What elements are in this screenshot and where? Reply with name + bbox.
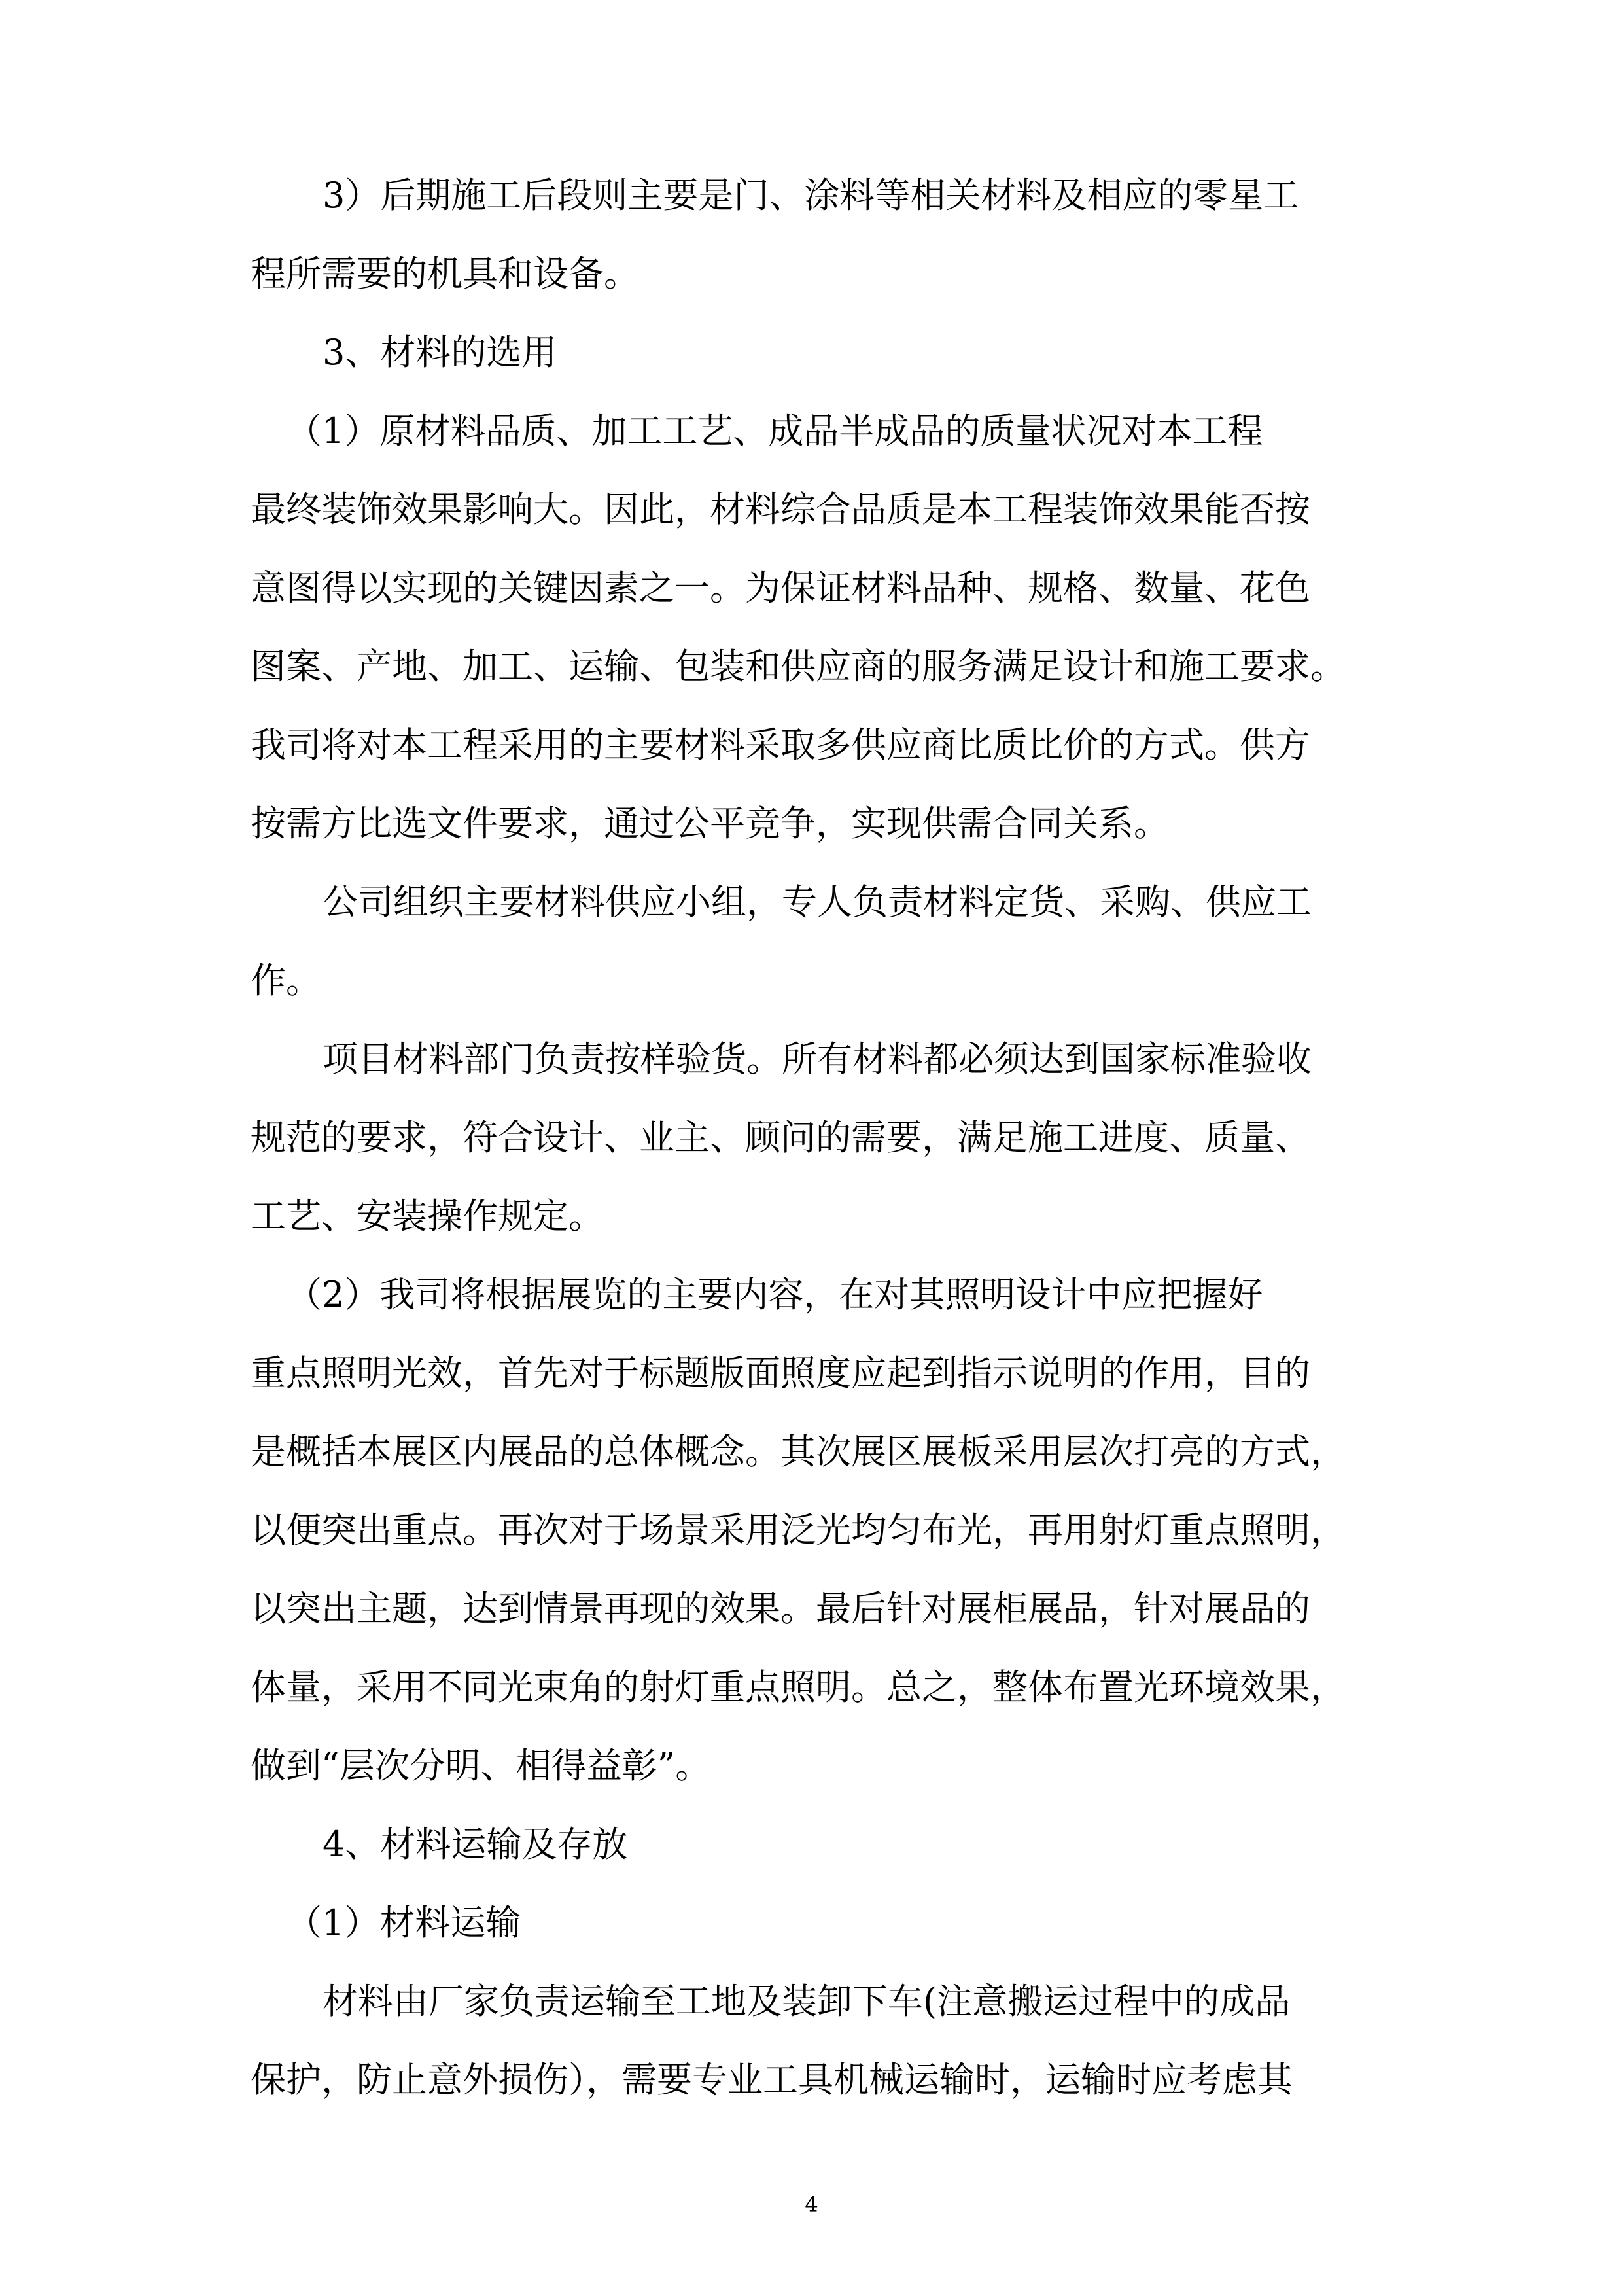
document-body <box>251 175 1390 2138</box>
paragraph-line: 我司将对本工程采用的主要材料采取多供应商比质比价的方式。供方 <box>251 724 1310 766</box>
paragraph-line: （2）我司将根据展览的主要内容，在对其照明设计中应把握好 <box>287 1274 1263 1315</box>
section-heading: 3、材料的选用 <box>323 332 557 373</box>
paragraph-line: 意图得以实现的关键因素之一。为保证材料品种、规格、数量、花色 <box>251 567 1310 609</box>
paragraph-line: 保护，防止意外损伤），需要专业工具机械运输时，运输时应考虑其 <box>251 2059 1293 2100</box>
subsection-heading: （1）材料运输 <box>287 1902 521 1943</box>
paragraph-line: 重点照明光效，首先对于标题版面照度应起到指示说明的作用，目的 <box>251 1352 1310 1394</box>
paragraph-line: （1）原材料品质、加工工艺、成品半成品的质量状况对本工程 <box>287 410 1263 451</box>
paragraph-line: 以突出主题，达到情景再现的效果。最后针对展柜展品，针对展品的 <box>251 1588 1310 1629</box>
paragraph-line: 公司组织主要材料供应小组，专人负责材料定货、采购、供应工 <box>323 881 1312 923</box>
paragraph-line: 做到“层次分明、相得益彰”。 <box>251 1745 711 1786</box>
paragraph-line: 3）后期施工后段则主要是门、涂料等相关材料及相应的零星工 <box>323 175 1299 216</box>
paragraph-line: 体量，采用不同光束角的射灯重点照明。总之，整体布置光环境效果， <box>251 1667 1346 1708</box>
paragraph-line: 图案、产地、加工、运输、包装和供应商的服务满足设计和施工要求。 <box>251 646 1346 687</box>
paragraph-line: 作。 <box>251 960 321 1001</box>
paragraph-line: 材料由厂家负责运输至工地及装卸下车(注意搬运过程中的成品 <box>323 1981 1291 2022</box>
paragraph-line: 程所需要的机具和设备。 <box>251 253 639 294</box>
paragraph-line: 规范的要求，符合设计、业主、顾问的需要，满足施工进度、质量、 <box>251 1117 1310 1158</box>
paragraph-line: 按需方比选文件要求，通过公平竞争，实现供需合同关系。 <box>251 803 1169 844</box>
page-number: 4 <box>805 2192 818 2217</box>
paragraph-line: 以便突出重点。再次对于场景采用泛光均匀布光，再用射灯重点照明， <box>251 1510 1346 1551</box>
paragraph-line: 工艺、安装操作规定。 <box>251 1195 604 1237</box>
paragraph-line: 项目材料部门负责按样验货。所有材料都必须达到国家标准验收 <box>323 1038 1312 1080</box>
paragraph-line: 最终装饰效果影响大。因此，材料综合品质是本工程装饰效果能否按 <box>251 489 1310 530</box>
paragraph-line: 是概括本展区内展品的总体概念。其次展区展板采用层次打亮的方式， <box>251 1431 1346 1472</box>
section-heading: 4、材料运输及存放 <box>323 1824 628 1865</box>
